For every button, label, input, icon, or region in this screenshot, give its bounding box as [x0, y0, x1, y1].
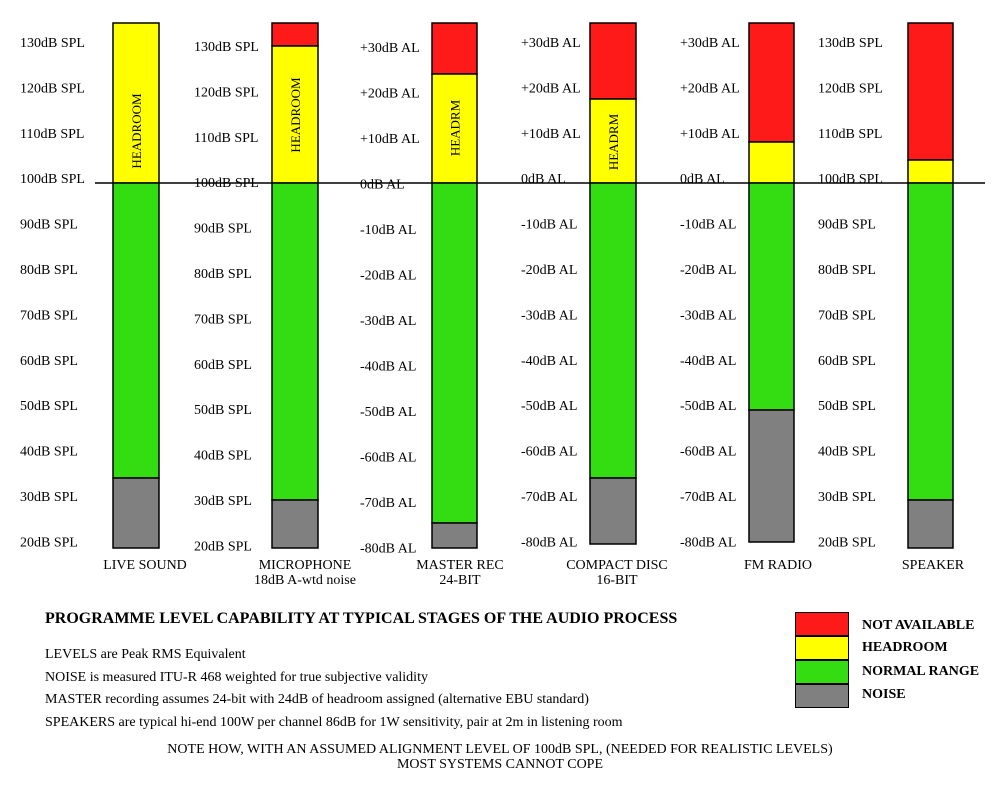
speaker-tick-label: 30dB SPL — [818, 490, 876, 505]
column-microphone — [194, 23, 356, 588]
master-rec-tick-label: +20dB AL — [360, 86, 420, 102]
legend-swatch-headroom — [795, 636, 849, 660]
microphone-tick-label: 130dB SPL — [194, 40, 259, 55]
compact-disc-tick-label: -50dB AL — [521, 399, 578, 415]
fm-radio-tick-label: -70dB AL — [680, 490, 737, 505]
column-master-rec — [360, 23, 504, 588]
compact-disc-tick-label: -20dB AL — [521, 263, 578, 278]
master-rec-headroom-label: HEADRM — [447, 99, 463, 157]
microphone-tick-label: 40dB SPL — [194, 448, 252, 464]
master-rec-tick-label: -50dB AL — [360, 405, 417, 420]
microphone-tick-label: 80dB SPL — [194, 267, 252, 282]
fm-radio-tick-label: -20dB AL — [680, 263, 737, 278]
fm-radio-tick-label: +20dB AL — [680, 81, 740, 97]
fm-radio-tick-label: -10dB AL — [680, 217, 737, 233]
master-rec-tick-label: -60dB AL — [360, 450, 417, 466]
note-speakers: SPEAKERS are typical hi-end 100W per channel 86dB for 1W sensitivity, pair at 2m in listening room — [45, 715, 623, 730]
fm-radio-normal-segment — [749, 183, 794, 410]
live-sound-tick-label: 90dB SPL — [20, 217, 78, 233]
compact-disc-tick-label: -30dB AL — [521, 308, 578, 324]
fm-radio-tick-label: -60dB AL — [680, 444, 737, 460]
master-rec-tick-label: -10dB AL — [360, 223, 417, 238]
speaker-tick-label: 40dB SPL — [818, 444, 876, 460]
bottom-note-line-2: MOST SYSTEMS CANNOT COPE — [396, 757, 604, 772]
master-rec-sublabel: 24-BIT — [439, 573, 481, 588]
master-rec-label: MASTER REC — [416, 558, 504, 573]
speaker-tick-label: 100dB SPL — [818, 172, 883, 188]
master-rec-noise-segment — [432, 523, 477, 548]
microphone-tick-label: 20dB SPL — [194, 539, 252, 555]
live-sound-label: LIVE SOUND — [103, 558, 187, 573]
microphone-headroom-label: HEADROOM — [288, 77, 303, 153]
fm-radio-tick-label: -80dB AL — [680, 535, 737, 551]
microphone-label: MICROPHONE — [258, 558, 352, 573]
fm-radio-tick-label: -30dB AL — [680, 308, 737, 324]
speaker-tick-label: 60dB SPL — [818, 353, 876, 369]
fm-radio-tick-label: +30dB AL — [680, 36, 740, 51]
legend-label-normal-range: NORMAL RANGE — [862, 664, 980, 679]
diagram-title: PROGRAMME LEVEL CAPABILITY AT TYPICAL STAGES OF THE AUDIO PROCESS — [45, 610, 678, 627]
note-noise: NOISE is measured ITU-R 468 weighted for true subjective validity — [45, 670, 428, 685]
live-sound-tick-label: 80dB SPL — [20, 263, 78, 278]
compact-disc-tick-label: -80dB AL — [521, 535, 578, 551]
fm-radio-not-available-segment — [749, 23, 794, 142]
note-levels: LEVELS are Peak RMS Equivalent — [45, 647, 246, 662]
master-rec-tick-label: -30dB AL — [360, 314, 417, 329]
legend-swatch-noise — [795, 684, 849, 708]
live-sound-tick-label: 30dB SPL — [20, 490, 78, 505]
microphone-sublabel: 18dB A-wtd noise — [254, 573, 356, 588]
live-sound-headroom-label: HEADROOM — [129, 93, 144, 169]
compact-disc-label: COMPACT DISC — [566, 558, 668, 573]
compact-disc-tick-label: -70dB AL — [521, 490, 578, 505]
compact-disc-tick-label: +30dB AL — [521, 36, 581, 51]
fm-radio-tick-label: -50dB AL — [680, 399, 737, 415]
legend-label-noise: NOISE — [862, 687, 906, 702]
bottom-note-line-1: NOTE HOW, WITH AN ASSUMED ALIGNMENT LEVEL OF 100dB SPL, (NEEDED FOR REALISTIC LEVELS) — [167, 742, 833, 757]
fm-radio-noise-segment — [749, 410, 794, 542]
master-rec-tick-label: +30dB AL — [360, 41, 420, 56]
live-sound-tick-label: 70dB SPL — [20, 308, 78, 324]
compact-disc-noise-segment — [590, 478, 636, 544]
legend-label-not-available: NOT AVAILABLE — [862, 618, 975, 633]
speaker-tick-label: 20dB SPL — [818, 535, 876, 551]
note-master: MASTER recording assumes 24-bit with 24dB of headroom assigned (alternative EBU standard) — [45, 692, 589, 707]
fm-radio-label: FM RADIO — [743, 558, 813, 573]
fm-radio-tick-label: 0dB AL — [680, 172, 725, 188]
microphone-tick-label: 100dB SPL — [194, 176, 259, 192]
master-rec-tick-label: 0dB AL — [360, 177, 405, 193]
speaker-tick-label: 110dB SPL — [818, 126, 883, 142]
speaker-tick-label: 120dB SPL — [818, 81, 883, 97]
compact-disc-tick-label: +20dB AL — [521, 81, 581, 97]
column-speaker — [818, 23, 965, 573]
live-sound-normal-segment — [113, 183, 159, 478]
fm-radio-tick-label: +10dB AL — [680, 126, 740, 142]
column-fm-radio — [680, 23, 812, 573]
master-rec-tick-label: -80dB AL — [360, 541, 417, 557]
legend-swatch-not-available — [795, 612, 849, 636]
compact-disc-not-available-segment — [590, 23, 636, 99]
microphone-not-available-segment — [272, 23, 318, 46]
compact-disc-tick-label: -60dB AL — [521, 444, 578, 460]
compact-disc-tick-label: 0dB AL — [521, 172, 566, 188]
speaker-tick-label: 80dB SPL — [818, 263, 876, 278]
live-sound-tick-label: 130dB SPL — [20, 36, 85, 51]
microphone-tick-label: 30dB SPL — [194, 494, 252, 509]
speaker-noise-segment — [908, 500, 953, 548]
compact-disc-tick-label: -40dB AL — [521, 353, 578, 369]
compact-disc-normal-segment — [590, 183, 636, 478]
live-sound-tick-label: 20dB SPL — [20, 535, 78, 551]
microphone-noise-segment — [272, 500, 318, 548]
speaker-tick-label: 50dB SPL — [818, 399, 876, 415]
fm-radio-headroom-segment — [749, 142, 794, 183]
master-rec-tick-label: -20dB AL — [360, 268, 417, 284]
column-live-sound — [20, 23, 187, 573]
speaker-tick-label: 90dB SPL — [818, 217, 876, 233]
compact-disc-tick-label: +10dB AL — [521, 126, 581, 142]
master-rec-tick-label: -70dB AL — [360, 496, 417, 511]
microphone-tick-label: 120dB SPL — [194, 85, 259, 101]
legend-label-headroom: HEADROOM — [862, 640, 948, 655]
fm-radio-tick-label: -40dB AL — [680, 353, 737, 369]
master-rec-tick-label: -40dB AL — [360, 359, 417, 375]
live-sound-tick-label: 120dB SPL — [20, 81, 85, 97]
microphone-normal-segment — [272, 183, 318, 500]
speaker-normal-segment — [908, 183, 953, 500]
legend-swatch-normal-range — [795, 660, 849, 684]
microphone-tick-label: 60dB SPL — [194, 357, 252, 373]
speaker-not-available-segment — [908, 23, 953, 160]
live-sound-tick-label: 50dB SPL — [20, 399, 78, 415]
microphone-tick-label: 50dB SPL — [194, 403, 252, 419]
compact-disc-headroom-label: HEADRM — [606, 113, 621, 171]
live-sound-tick-label: 60dB SPL — [20, 353, 78, 369]
master-rec-tick-label: +10dB AL — [360, 132, 420, 147]
compact-disc-tick-label: -10dB AL — [521, 217, 578, 233]
microphone-tick-label: 70dB SPL — [194, 312, 252, 328]
live-sound-tick-label: 110dB SPL — [20, 126, 85, 142]
compact-disc-sublabel: 16-BIT — [596, 573, 638, 588]
speaker-tick-label: 130dB SPL — [818, 36, 883, 51]
speaker-tick-label: 70dB SPL — [818, 308, 876, 324]
speaker-headroom-segment — [908, 160, 953, 183]
microphone-tick-label: 110dB SPL — [194, 130, 259, 146]
microphone-tick-label: 90dB SPL — [194, 221, 252, 237]
live-sound-tick-label: 40dB SPL — [20, 444, 78, 460]
live-sound-noise-segment — [113, 478, 159, 548]
master-rec-normal-segment — [432, 183, 477, 523]
live-sound-tick-label: 100dB SPL — [20, 172, 85, 188]
speaker-label: SPEAKER — [901, 558, 965, 573]
master-rec-not-available-segment — [432, 23, 477, 74]
column-compact-disc — [521, 23, 668, 588]
